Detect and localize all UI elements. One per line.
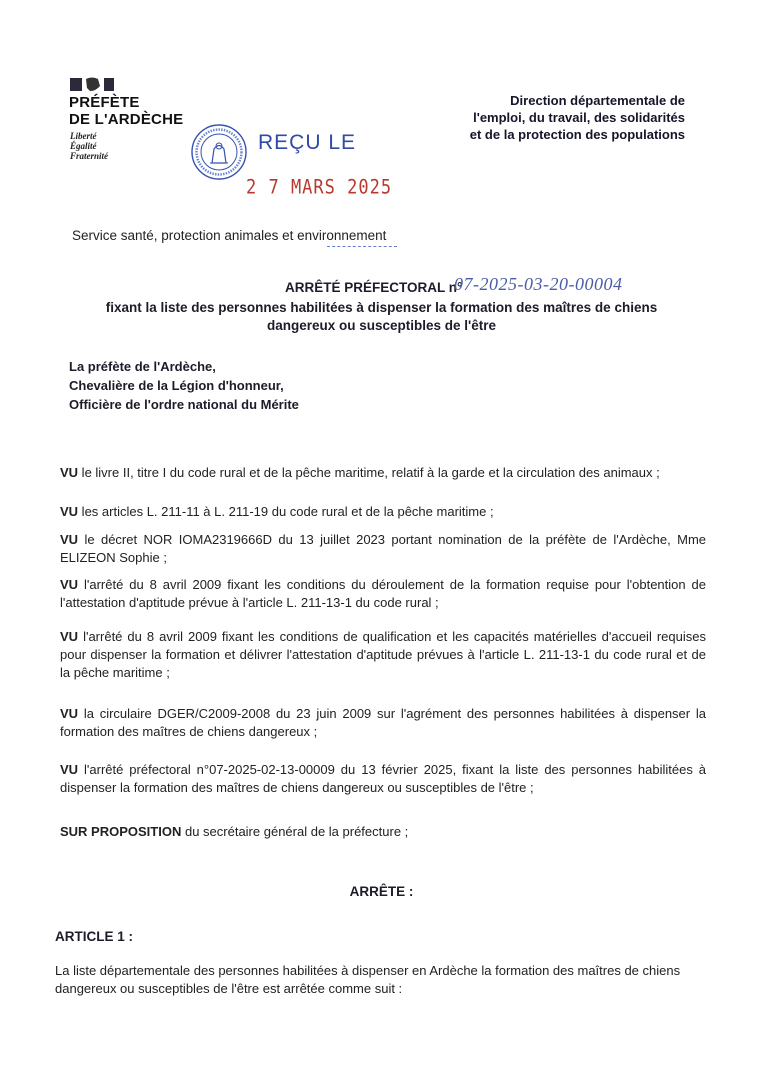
vu-text: le livre II, titre I du code rural et de la pêche maritime, relatif à la garde et la circulation des animaux ; [78, 465, 660, 480]
direction-line1: Direction départementale de [510, 93, 685, 108]
title-subject-line2: dangereux ou susceptibles de l'être [266, 318, 497, 333]
republic-motto [70, 131, 108, 161]
service-name: Service santé, protection animales et environnement [72, 228, 387, 243]
vu-lead: VU [60, 762, 79, 777]
proposition-text: du secrétaire général de la préfecture ; [181, 824, 409, 839]
authority-block [69, 357, 299, 414]
direction-line3: et de la protection des populations [469, 127, 685, 142]
article-1-heading: ARTICLE 1 : [55, 929, 134, 944]
vu-paragraph [60, 628, 706, 682]
vu-paragraph [60, 464, 706, 482]
vu-paragraph [60, 761, 706, 797]
vu-lead: VU [60, 504, 79, 519]
arrete-title: ARRÊTÉ PRÉFECTORAL n° [285, 280, 463, 295]
proposition-lead: SUR PROPOSITION [60, 824, 182, 839]
vu-lead: VU [60, 465, 79, 480]
vu-lead: VU [60, 532, 79, 547]
vu-lead: VU [60, 629, 79, 644]
proposition-paragraph [60, 823, 706, 841]
prefecture-line1: PRÉFÈTE [69, 94, 140, 111]
direction-name [470, 92, 685, 143]
motto-liberte: Liberté [70, 131, 97, 141]
title-subject-line1: fixant la liste des personnes habilitées à dispenser la formation des maîtres de chiens [105, 300, 658, 315]
prefecture-name [69, 94, 183, 128]
prefecture-seal-icon [190, 123, 248, 181]
authority-line1: La préfète de l'Ardèche, [69, 359, 216, 374]
vu-text: la circulaire DGER/C2009-2008 du 23 juin 2009 sur l'agrément des personnes habilitées à dispenser la formation des maîtres de chiens dangereux ; [60, 706, 706, 739]
authority-line3: Officière de l'ordre national du Mérite [69, 397, 299, 412]
vu-paragraph [60, 531, 706, 567]
vu-lead: VU [60, 706, 79, 721]
direction-line2: l'emploi, du travail, des solidarités [473, 110, 685, 125]
vu-text: l'arrêté du 8 avril 2009 fixant les conditions de qualification et les capacités matérielles d'accueil requises pour dispenser la formation et délivrer l'attestation d'aptitude prévues à l'article L. 211-13-1 du code rural et de la pêche maritime ; [60, 629, 706, 680]
received-stamp-date: 2 7 MARS 2025 [246, 176, 393, 199]
vu-text: le décret NOR IOMA2319666D du 13 juillet 2023 portant nomination de la préfète de l'Ardèche, Mme ELIZEON Sophie ; [60, 532, 706, 565]
vu-text: l'arrêté du 8 avril 2009 fixant les conditions du déroulement de la formation requise pour l'obtention de l'attestation d'aptitude prévue à l'article L. 211-13-1 du code rural ; [60, 577, 706, 610]
vu-paragraph [60, 503, 706, 521]
motto-fraternite: Fraternité [70, 151, 109, 161]
handwritten-arrete-number: 07-2025-03-20-00004 [454, 274, 623, 294]
vu-text: les articles L. 211-11 à L. 211-19 du code rural et de la pêche maritime ; [78, 504, 494, 519]
vu-paragraph [60, 576, 706, 612]
arrete-heading: ARRÊTE : [349, 884, 414, 899]
received-stamp-label: REÇU LE [258, 131, 357, 154]
vu-lead: VU [60, 577, 79, 592]
underline-mark [327, 246, 397, 247]
vu-text: l'arrêté préfectoral n°07-2025-02-13-00009 du 13 février 2025, fixant la liste des personnes habilitées à dispenser la formation des maîtres de chiens dangereux ou susceptibles de l'être ; [60, 762, 706, 795]
marianne-logo-icon [70, 76, 114, 93]
prefecture-line2: DE L'ARDÈCHE [69, 111, 184, 128]
article-1-text: La liste départementale des personnes habilitées à dispenser en Ardèche la formation des maîtres de chiens dangereux ou susceptibles de l'être est arrêtée comme suit : [55, 963, 681, 996]
vu-paragraph [60, 705, 706, 741]
motto-egalite: Égalité [70, 141, 97, 151]
authority-line2: Chevalière de la Légion d'honneur, [69, 378, 284, 393]
